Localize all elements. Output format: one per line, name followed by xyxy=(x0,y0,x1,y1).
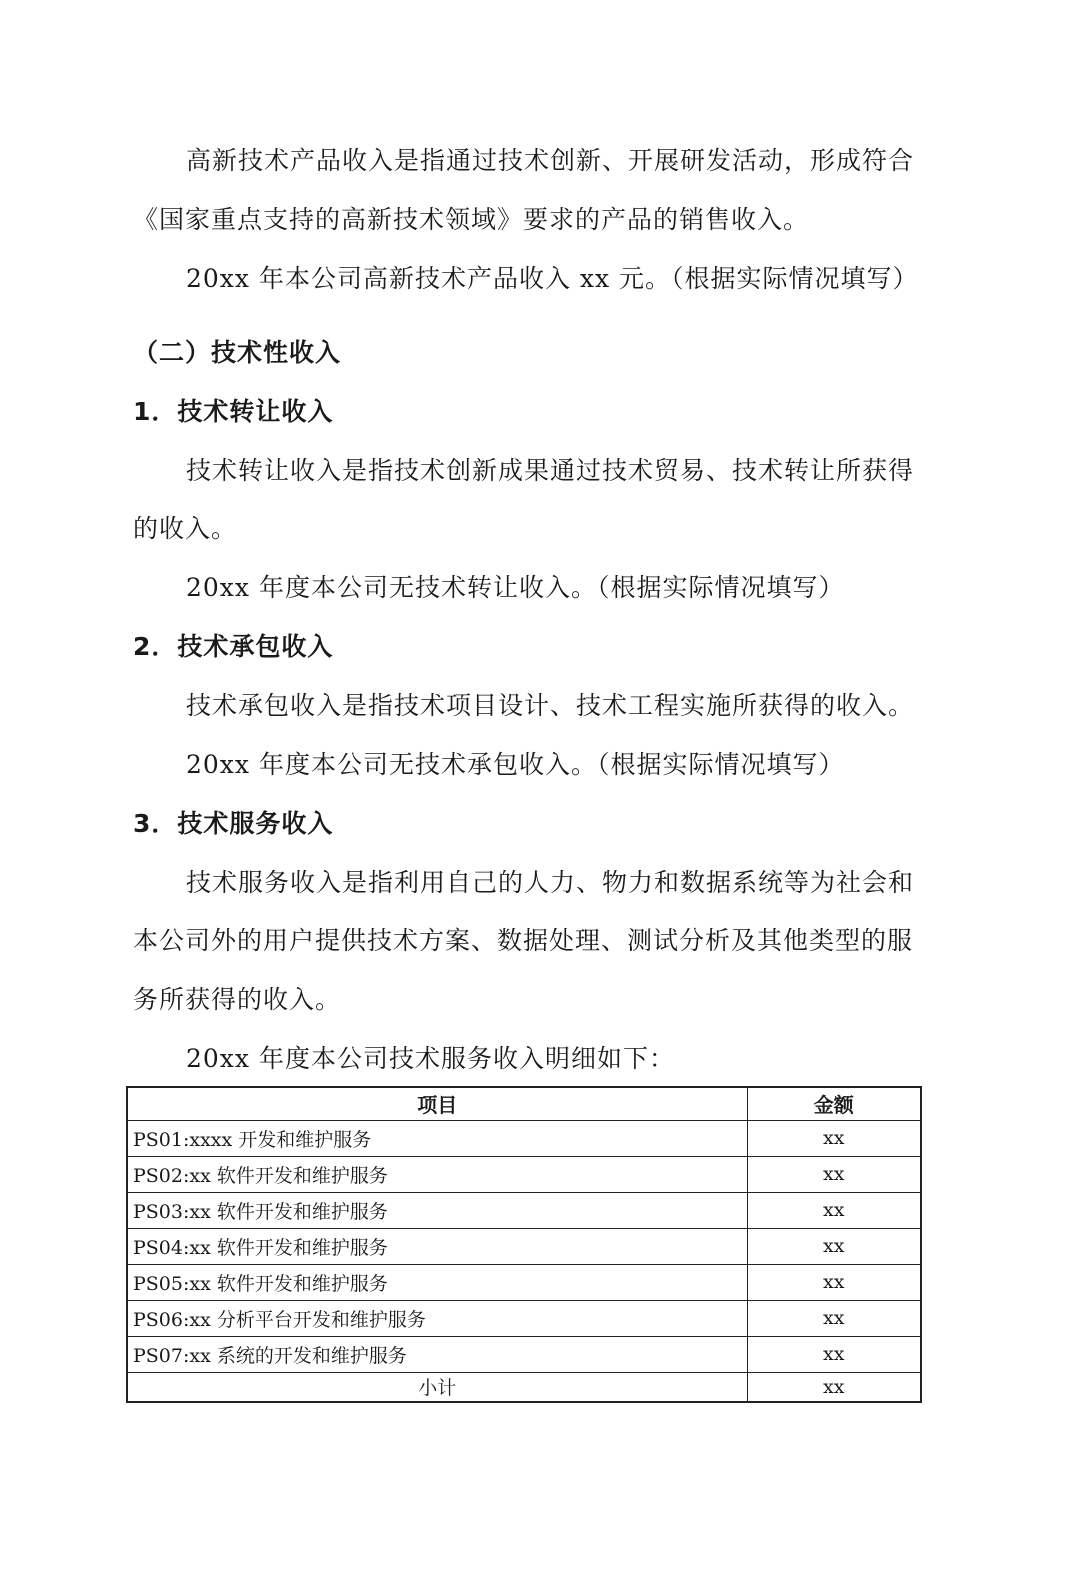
service-desc-line-2: 本公司外的用户提供技术方案、数据处理、测试分析及其他类型的服 xyxy=(133,926,914,955)
service-desc-line-3: 务所获得的收入。 xyxy=(133,985,342,1014)
row-amount: xx xyxy=(747,1120,921,1156)
table-row xyxy=(127,1156,921,1192)
subtotal-label: 小计 xyxy=(127,1372,747,1402)
header-amount: 金额 xyxy=(747,1087,921,1120)
row-item: PS05:xx 软件开发和维护服务 xyxy=(127,1264,747,1300)
transfer-desc-line-1: 技术转让收入是指技术创新成果通过技术贸易、技术转让所获得 xyxy=(186,456,915,485)
header-item: 项目 xyxy=(127,1087,747,1120)
row-amount: xx xyxy=(747,1264,921,1300)
contracting-note: 20xx 年度本公司无技术承包收入。（根据实际情况填写） xyxy=(186,750,845,779)
row-item: PS06:xx 分析平台开发和维护服务 xyxy=(127,1300,747,1336)
section-heading-technical-income: （二）技术性收入 xyxy=(133,338,342,367)
contracting-desc: 技术承包收入是指技术项目设计、技术工程实施所获得的收入。 xyxy=(186,691,915,720)
row-amount: xx xyxy=(747,1228,921,1264)
table-row xyxy=(127,1264,921,1300)
intro-paragraph-line-1: 高新技术产品收入是指通过技术创新、开展研发活动，形成符合 xyxy=(186,146,915,175)
subheading-technical-service: 3．技术服务收入 xyxy=(133,809,334,838)
row-item: PS07:xx 系统的开发和维护服务 xyxy=(127,1336,747,1372)
transfer-desc-line-2: 的收入。 xyxy=(133,514,238,543)
table-header-row xyxy=(127,1087,921,1120)
intro-revenue-note: 20xx 年本公司高新技术产品收入 xx 元。（根据实际情况填写） xyxy=(186,264,919,293)
subtotal-amount: xx xyxy=(747,1372,921,1402)
row-amount: xx xyxy=(747,1192,921,1228)
subheading-technology-transfer: 1．技术转让收入 xyxy=(133,397,334,426)
table-row xyxy=(127,1192,921,1228)
subheading-technology-contracting: 2．技术承包收入 xyxy=(133,632,334,661)
transfer-note: 20xx 年度本公司无技术转让收入。（根据实际情况填写） xyxy=(186,573,845,602)
table-row xyxy=(127,1228,921,1264)
row-amount: xx xyxy=(747,1156,921,1192)
intro-paragraph-line-2: 《国家重点支持的高新技术领域》要求的产品的销售收入。 xyxy=(133,205,810,234)
row-item: PS02:xx 软件开发和维护服务 xyxy=(127,1156,747,1192)
row-item: PS01:xxxx 开发和维护服务 xyxy=(127,1120,747,1156)
service-table-intro: 20xx 年度本公司技术服务收入明细如下： xyxy=(186,1044,675,1073)
subtotal-row xyxy=(127,1372,921,1402)
row-item: PS03:xx 软件开发和维护服务 xyxy=(127,1192,747,1228)
row-item: PS04:xx 软件开发和维护服务 xyxy=(127,1228,747,1264)
row-amount: xx xyxy=(747,1300,921,1336)
table-row xyxy=(127,1336,921,1372)
table-row xyxy=(127,1300,921,1336)
service-revenue-table xyxy=(126,1086,922,1403)
service-desc-line-1: 技术服务收入是指利用自己的人力、物力和数据系统等为社会和 xyxy=(186,868,915,897)
table-row xyxy=(127,1120,921,1156)
row-amount: xx xyxy=(747,1336,921,1372)
